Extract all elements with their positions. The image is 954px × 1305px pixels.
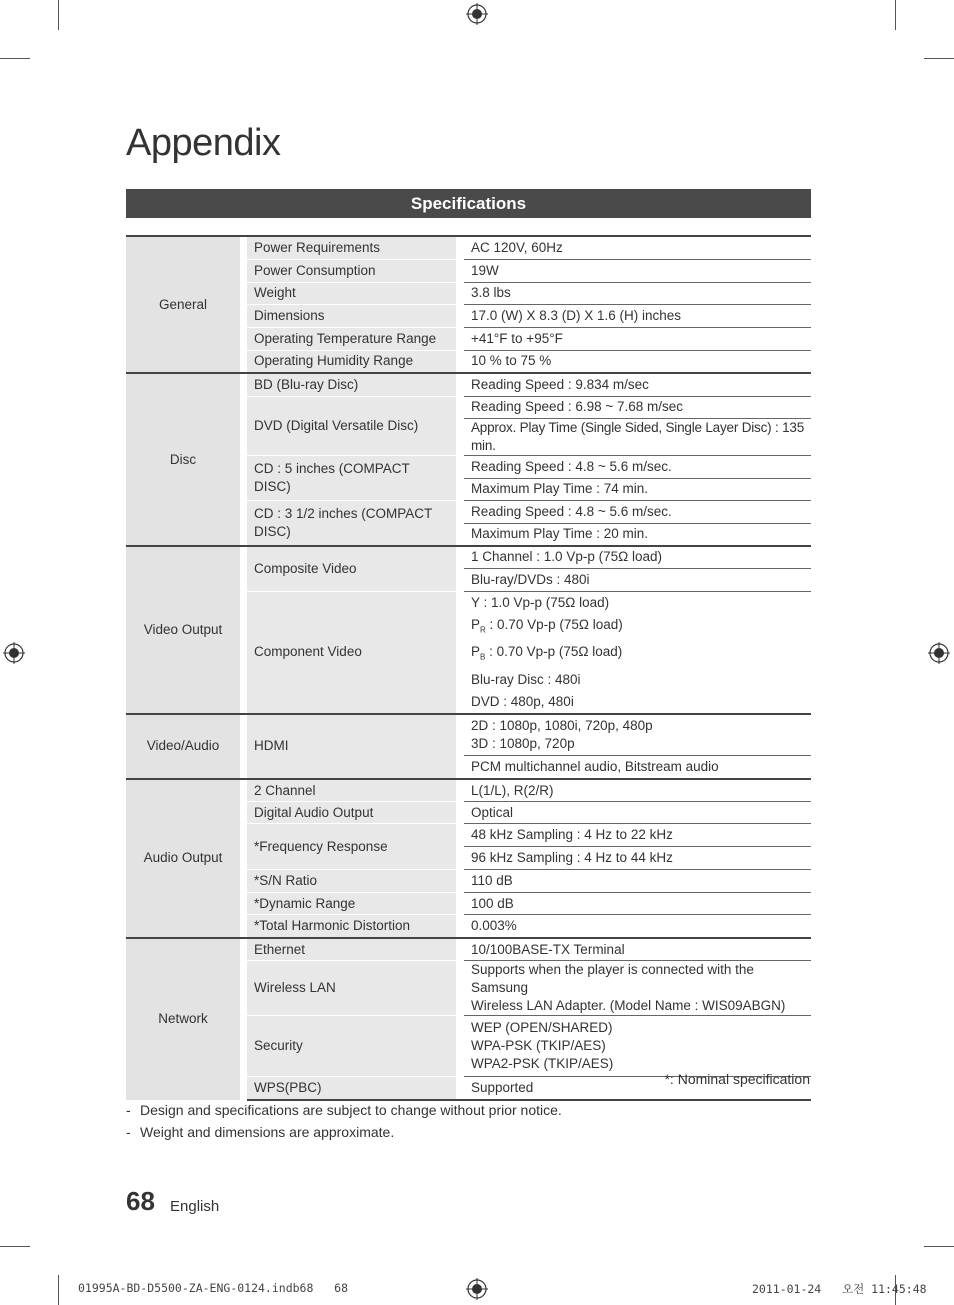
spec-value: L(1/L), R(2/R) [464, 779, 811, 802]
print-file-info: 01995A-BD-D5500-ZA-ENG-0124.indb68 68 [78, 1281, 349, 1295]
table-row [126, 779, 811, 802]
spec-label: *S/N Ratio [247, 870, 456, 893]
spec-value: 3.8 lbs [464, 282, 811, 304]
component-dvd: DVD : 480p, 480i [471, 693, 574, 709]
spec-label: Power Consumption [247, 259, 456, 282]
page-title: Appendix [126, 122, 281, 164]
spec-label: CD : 5 inches (COMPACT DISC) [247, 455, 456, 500]
category-video-output: Video Output [126, 546, 240, 714]
security-line-3: WPA2-PSK (TKIP/AES) [471, 1056, 614, 1072]
security-line-1: WEP (OPEN/SHARED) [471, 1020, 613, 1036]
spec-value: 19W [464, 259, 811, 282]
spec-label: Component Video [247, 591, 456, 714]
spec-label: WPS(PBC) [247, 1077, 456, 1100]
spec-value: 1 Channel : 1.0 Vp-p (75Ω load) [464, 546, 811, 568]
spec-value: Optical [464, 802, 811, 824]
section-header: Specifications [126, 189, 811, 218]
spec-value [464, 1016, 811, 1077]
list-item: - Design and specifications are subject to change without prior notice. [126, 1102, 562, 1118]
spec-value: Approx. Play Time (Single Sided, Single Layer Disc) : 135 min. [464, 418, 811, 455]
spec-value: AC 120V, 60Hz [464, 236, 811, 259]
spec-label: Security [247, 1016, 456, 1077]
wlan-line-1: Supports when the player is connected with the Samsung [471, 962, 754, 996]
category-general: General [126, 236, 240, 373]
spec-value: 10/100BASE-TX Terminal [464, 938, 811, 961]
spec-value: 100 dB [464, 893, 811, 915]
pb-value: : 0.70 Vp-p (75Ω load) [485, 644, 623, 660]
spec-value: PCM multichannel audio, Bitstream audio [464, 756, 811, 779]
spec-value: +41°F to +95°F [464, 327, 811, 350]
registration-mark-icon [3, 642, 25, 664]
crop-mark [58, 1275, 59, 1305]
page-number: 68 [126, 1186, 155, 1216]
category-disc: Disc [126, 373, 240, 546]
print-date-info: 2011-01-24 오전 11:45:48 [752, 1282, 927, 1296]
hdmi-2d: 2D : 1080p, 1080i, 720p, 480p [471, 718, 653, 734]
registration-mark-icon [466, 1278, 488, 1300]
crop-mark [924, 1246, 954, 1247]
notes-list [126, 1102, 562, 1146]
registration-mark-icon [466, 3, 488, 25]
spec-label: DVD (Digital Versatile Disc) [247, 396, 456, 455]
crop-mark [0, 58, 30, 59]
security-line-2: WPA-PSK (TKIP/AES) [471, 1038, 606, 1054]
spec-label: *Dynamic Range [247, 893, 456, 915]
spec-value: Blu-ray/DVDs : 480i [464, 568, 811, 591]
spec-label: Composite Video [247, 546, 456, 591]
crop-mark [924, 58, 954, 59]
wlan-line-2: Wireless LAN Adapter. (Model Name : WIS09ABGN) [471, 998, 786, 1014]
table-row [126, 236, 811, 259]
pb-prefix: P [471, 644, 481, 660]
list-item: - Weight and dimensions are approximate. [126, 1124, 395, 1140]
registration-mark-icon [928, 642, 950, 664]
component-bluray: Blu-ray Disc : 480i [471, 671, 581, 687]
spec-label: Wireless LAN [247, 961, 456, 1016]
spec-value: 17.0 (W) X 8.3 (D) X 1.6 (H) inches [464, 304, 811, 327]
spec-label: Ethernet [247, 938, 456, 961]
spec-label: *Frequency Response [247, 824, 456, 870]
spec-value [464, 961, 811, 1016]
crop-mark [0, 1246, 30, 1247]
spec-label: 2 Channel [247, 779, 456, 802]
spec-value: Reading Speed : 4.8 ~ 5.6 m/sec. [464, 500, 811, 523]
spec-value: Reading Speed : 4.8 ~ 5.6 m/sec. [464, 455, 811, 478]
pb-sub: B [480, 652, 486, 662]
category-video-audio: Video/Audio [126, 714, 240, 779]
spec-value [464, 591, 811, 714]
hdmi-3d: 3D : 1080p, 720p [471, 736, 575, 752]
pr-sub: R [480, 625, 486, 635]
crop-mark [58, 0, 59, 30]
spec-value: Reading Speed : 6.98 ~ 7.68 m/sec [464, 396, 811, 418]
spec-value: 48 kHz Sampling : 4 Hz to 22 kHz [464, 824, 811, 847]
spec-label: CD : 3 1/2 inches (COMPACT DISC) [247, 500, 456, 546]
component-pb [471, 641, 804, 669]
category-audio-output: Audio Output [126, 779, 240, 938]
component-y: Y : 1.0 Vp-p (75Ω load) [471, 594, 610, 610]
table-row [126, 546, 811, 568]
spec-label: Digital Audio Output [247, 802, 456, 824]
spec-value: Supported [464, 1077, 811, 1100]
specifications-table [126, 235, 811, 1101]
component-pr [471, 614, 804, 642]
table-row [126, 714, 811, 756]
spec-value: 110 dB [464, 870, 811, 893]
note-text: Design and specifications are subject to change without prior notice. [140, 1102, 562, 1118]
category-network: Network [126, 938, 240, 1100]
spec-label: Power Requirements [247, 236, 456, 259]
spec-value: 10 % to 75 % [464, 350, 811, 373]
spec-value: 96 kHz Sampling : 4 Hz to 44 kHz [464, 847, 811, 870]
page-language: English [170, 1198, 220, 1215]
spec-label: BD (Blu-ray Disc) [247, 373, 456, 396]
spec-value [464, 714, 811, 756]
spec-value: Reading Speed : 9.834 m/sec [464, 373, 811, 396]
note-text: Weight and dimensions are approximate. [140, 1124, 395, 1140]
spec-label: Operating Humidity Range [247, 350, 456, 373]
footnote: *: Nominal specification [664, 1071, 810, 1087]
spec-value: Maximum Play Time : 20 min. [464, 523, 811, 546]
spec-label: HDMI [247, 714, 456, 779]
spec-label: Weight [247, 282, 456, 304]
spec-label: *Total Harmonic Distortion [247, 915, 456, 938]
spec-value: Maximum Play Time : 74 min. [464, 478, 811, 500]
spec-label: Operating Temperature Range [247, 327, 456, 350]
spec-value: 0.003% [464, 915, 811, 938]
spec-label: Dimensions [247, 304, 456, 327]
pr-value: : 0.70 Vp-p (75Ω load) [485, 616, 623, 632]
table-row [126, 373, 811, 396]
pr-prefix: P [471, 616, 481, 632]
crop-mark [895, 0, 896, 30]
table-row [126, 938, 811, 961]
